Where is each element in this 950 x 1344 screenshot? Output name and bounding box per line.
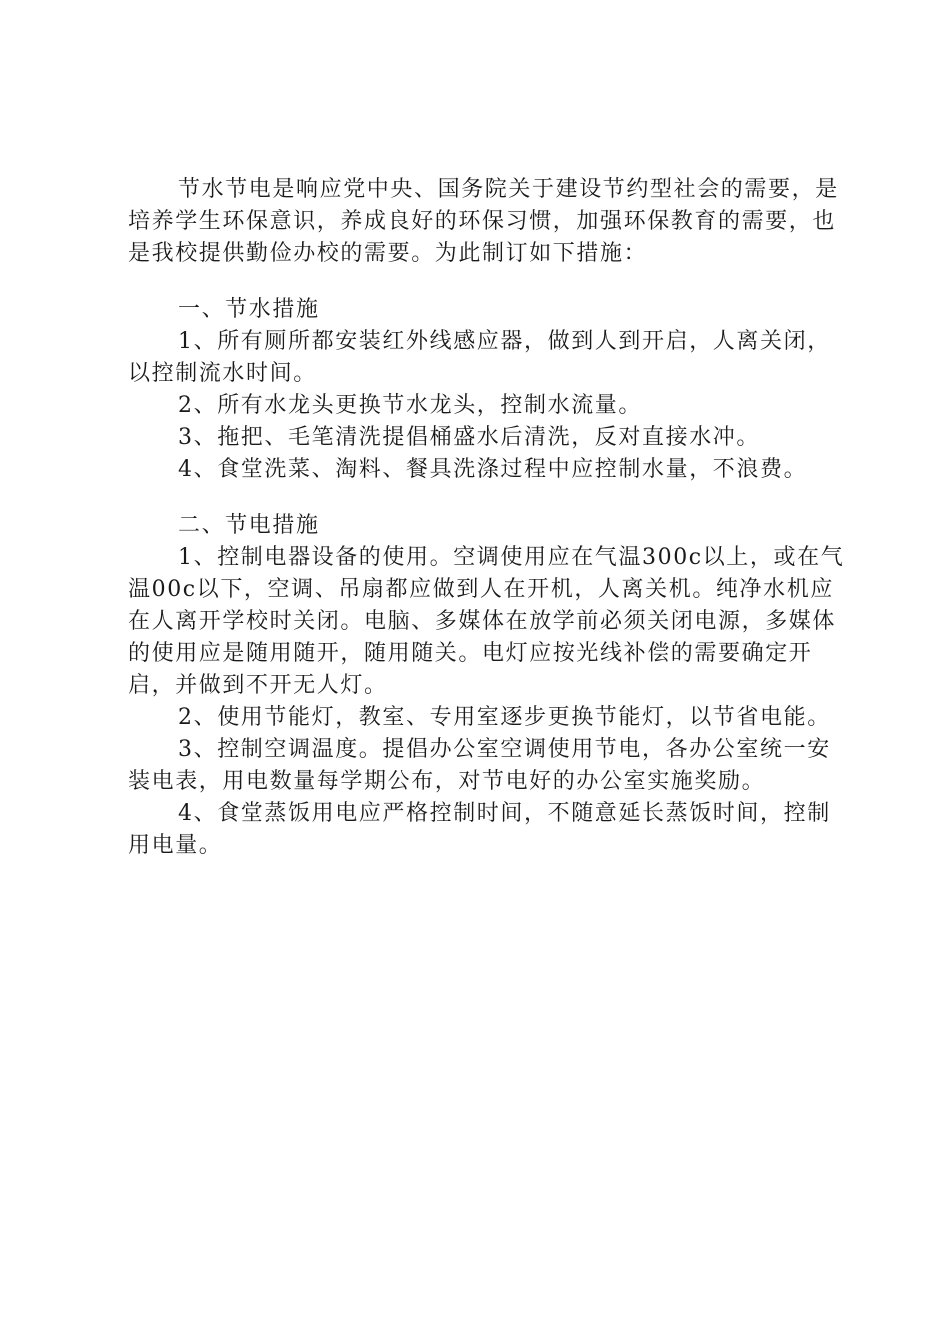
section-gap: [128, 486, 848, 510]
electricity-section-heading: 二、节电措施: [178, 513, 320, 538]
electricity-item-4: 4、食堂蒸饭用电应严格控制时间，不随意延长蒸饭时间，控制用电量。: [128, 801, 831, 858]
intro-paragraph: 节水节电是响应党中央、国务院关于建设节约型社会的需要，是培养学生环保意识，养成良好的环保习惯，加强环保教育的需要，也是我校提供勤俭办校的需要。为此制订如下措施：: [128, 177, 839, 266]
section-gap: [128, 270, 848, 294]
electricity-item-1: 1、控制电器设备的使用。空调使用应在气温300c以上，或在气温00c以下，空调、吊扇都应做到人在开机，人离关机。纯净水机应在人离开学校时关闭。电脑、多媒体在放学前必须关闭电源，多媒体的使用应是随用随开，随用随关。电灯应按光线补偿的需要确定开启，并做到不开无人灯。: [128, 545, 845, 698]
water-item-2: 2、所有水龙头更换节水龙头，控制水流量。: [178, 393, 642, 418]
water-section-heading: 一、节水措施: [178, 297, 320, 322]
water-item-4: 4、食堂洗菜、淘料、餐具洗涤过程中应控制水量，不浪费。: [178, 457, 808, 482]
electricity-item-3: 3、控制空调温度。提倡办公室空调使用节电，各办公室统一安装电表，用电数量每学期公布，对节电好的办公室实施奖励。: [128, 737, 831, 794]
water-item-1: 1、所有厕所都安装红外线感应器，做到人到开启，人离关闭，以控制流水时间。: [128, 329, 831, 386]
water-item-3: 3、拖把、毛笔清洗提倡桶盛水后清洗，反对直接水冲。: [178, 425, 760, 450]
document-body: [128, 174, 848, 862]
electricity-item-2: 2、使用节能灯，教室、专用室逐步更换节能灯，以节省电能。: [178, 705, 831, 730]
